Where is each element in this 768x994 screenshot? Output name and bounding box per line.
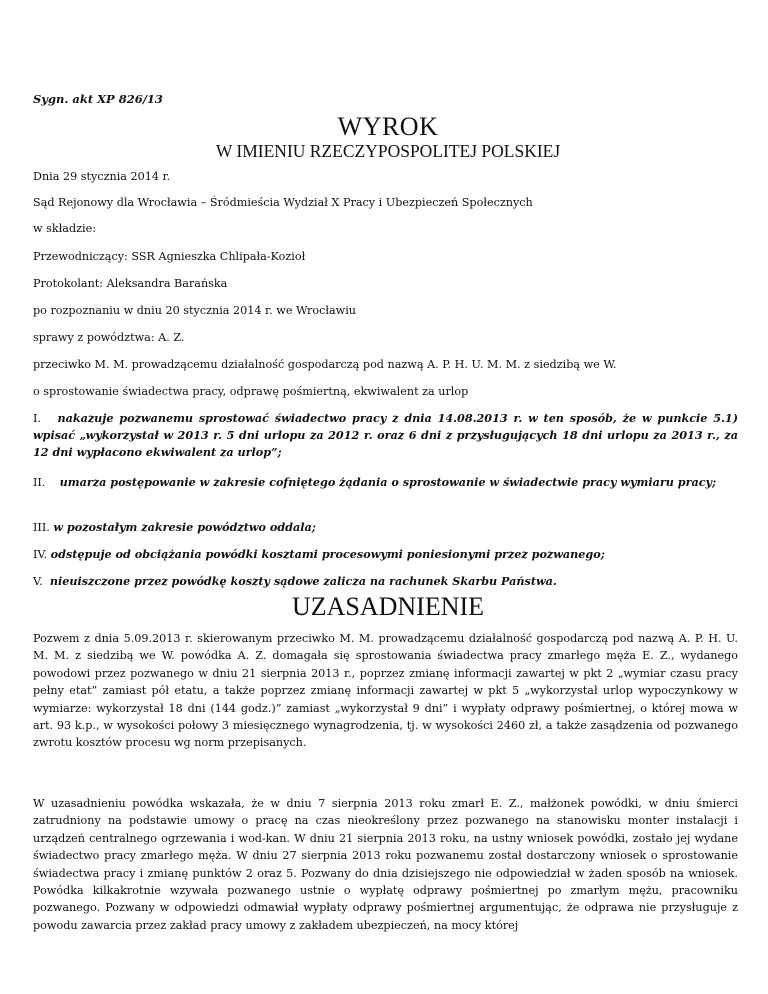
judgment-subtitle: W IMIENIU RZECZYPOSPOLITEJ POLSKIEJ <box>215 141 561 161</box>
case-number: Sygn. akt XP 826/13 <box>33 92 163 106</box>
ruling-text: nakazuje pozwanemu sprostować świadectwo pracy z dnia 14.08.2013 r. w ten sposób, że w punkcie 5.1) wpisać „wykorzystał w 2013 r. 5 dni urlopu za 2012 r. oraz 6 dni z przysługujących 18 dni urlopu za 2013 r., za 12 dni wypłacono ekwiwalent za urlop”; <box>33 411 738 459</box>
justification-paragraph: Pozwem z dnia 5.09.2013 r. skierowanym przeciwko M. M. prowadzącemu działalność gospodarczą pod nazwą A. P. H. U. M. M. z siedzibą we W. powódka A. Z. domagała się sprostowania świadectwa pracy zmarłego męża E. Z., wydanego powodowi przez pozwanego w dniu 21 sierpnia 2013 r., poprzez zmianę informacji zawartej w pkt 2 „wymiar czasu pracy pełny etat” zamiast pół etatu, a także poprzez zmianę informacji zawartej w pkt 5 „wykorzystał urlop wypoczynkowy w wymiarze: wykorzystał 18 dni (144 godz.)” zamiast „wykorzystał 9 dni” i wypłaty odprawy pośmiertnej, o której mowa w art. 93 k.p., w wysokości połowy 3 miesięcznego wynagrodzenia, tj. w wysokości 2460 zł, a także zasądzenia od pozwanego zwrotu kosztów procesu wg norm przepisanych. <box>33 632 738 750</box>
ruling-item <box>33 474 738 491</box>
ruling-number: II. <box>33 476 46 489</box>
ruling-item <box>33 546 738 563</box>
ruling-number: III. <box>33 521 50 534</box>
ruling-item <box>33 519 738 536</box>
claimant: sprawy z powództwa: A. Z. <box>33 331 185 344</box>
justification-paragraph: W uzasadnieniu powódka wskazała, że w dniu 7 sierpnia 2013 roku zmarł E. Z., małżonek powódki, w dniu śmierci zatrudniony na podstawie umowy o pracę na czas nieokreślony przez pozwanego na stanowisku monter instalacji i urządzeń centralnego ogrzewania i wod-kan. W dniu 21 sierpnia 2013 roku, na ustny wniosek powódki, zostało jej wydane świadectwo pracy zmarłego męża. W dniu 27 sierpnia 2013 roku pozwanemu został dostarczony wniosek o sprostowanie świadectwa pracy i zmianę punktów 2 oraz 5. Pozwany do dnia dzisiejszego nie odpowiedział w żaden sposób na wniosek. Powódka kilkakrotnie wzywała pozwanego ustnie o wypłatę odprawy pośmiertnej po zmarłym mężu, pracowniku pozwanego. Pozwany w odpowiedzi odmawiał wypłaty odprawy pośmiertnej argumentując, że odprawa nie przysługuje z powodu zawarcia przez zakład pracy umowy z zakładem ubezpieczeń, na mocy której <box>33 797 738 932</box>
justification-heading: UZASADNIENIE <box>291 592 485 621</box>
ruling-item <box>33 410 738 461</box>
defendant: przeciwko M. M. prowadzącemu działalność gospodarczą pod nazwą A. P. H. U. M. M. z siedzibą we W. <box>33 358 617 371</box>
ruling-text: w pozostałym zakresie powództwo oddala; <box>53 520 316 534</box>
ruling-text: odstępuje od obciążania powódki kosztami procesowymi poniesionymi przez pozwanego; <box>50 547 605 561</box>
chairperson: Przewodniczący: SSR Agnieszka Chlipała-Kozioł <box>33 250 306 263</box>
case-subject: o sprostowanie świadectwa pracy, odprawę pośmiertną, ekwiwalent za urlop <box>33 385 469 398</box>
judgment-title: WYROK <box>337 112 439 141</box>
recorder: Protokolant: Aleksandra Barańska <box>33 277 228 290</box>
ruling-number: I. <box>33 412 41 425</box>
ruling-item <box>33 573 738 590</box>
date-line: Dnia 29 stycznia 2014 r. <box>33 170 171 183</box>
hearing-info: po rozpoznaniu w dniu 20 stycznia 2014 r. we Wrocławiu <box>33 304 357 317</box>
ruling-text: nieuiszczone przez powódkę koszty sądowe zalicza na rachunek Skarbu Państwa. <box>49 574 557 588</box>
composition-label: w składzie: <box>33 222 96 235</box>
ruling-text: umarza postępowanie w zakresie cofniętego żądania o sprostowanie w świadectwie pracy wymiaru pracy; <box>59 475 717 489</box>
ruling-number: V. <box>33 575 43 588</box>
ruling-number: IV. <box>33 548 48 561</box>
court-name: Sąd Rejonowy dla Wrocławia – Śródmieścia Wydział X Pracy i Ubezpieczeń Społecznych <box>33 196 533 209</box>
